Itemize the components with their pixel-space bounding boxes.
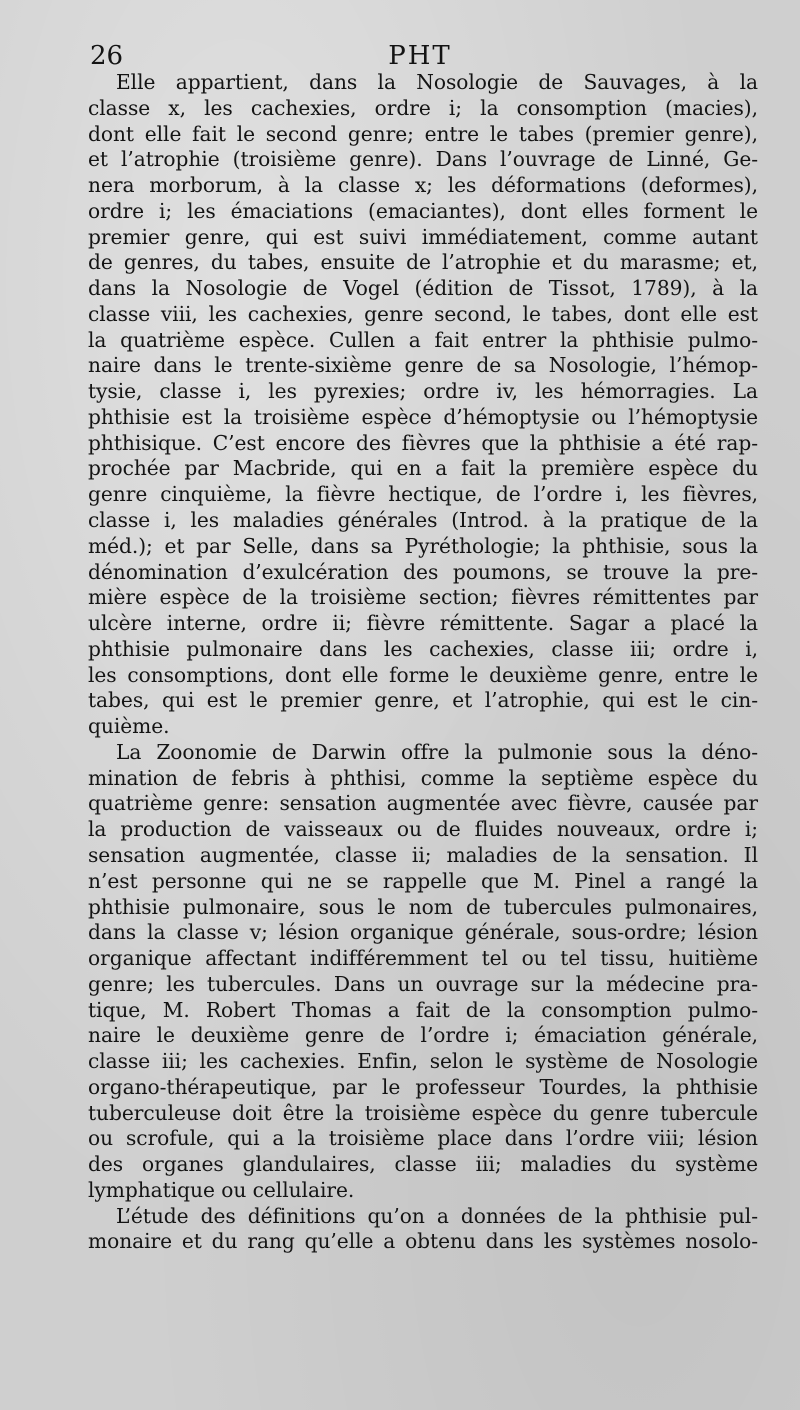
- text-line: classe x, les cachexies, ordre i; la consomption (macies),: [88, 95, 758, 120]
- text-line: naire dans le trente-sixième genre de sa Nosologie, l’hémop-: [88, 353, 758, 378]
- text-line: organique affectant indifféremment tel ou tel tissu, huitième: [88, 946, 758, 971]
- text-line: L’étude des définitions qu’on a données de la phthisie pul-: [116, 1203, 758, 1228]
- text-line: mière espèce de la troisième section; fièvres rémittentes par: [88, 585, 758, 610]
- text-line: dont elle fait le second genre; entre le tabes (premier genre),: [88, 121, 758, 146]
- text-line: phthisie est la troisième espèce d’hémoptysie ou l’hémoptysie: [88, 404, 758, 429]
- text-line: phthisie pulmonaire, sous le nom de tubercules pulmonaires,: [88, 894, 758, 919]
- text-line: tysie, classe i, les pyrexies; ordre iv, les hémorragies. La: [88, 379, 758, 404]
- text-line: dénomination d’exulcération des poumons, se trouve la pre-: [88, 559, 758, 584]
- text-line: phthisique. C’est encore des fièvres que la phthisie a été rap-: [88, 430, 758, 455]
- text-line: la production de vaisseaux ou de fluides nouveaux, ordre i;: [88, 817, 758, 842]
- text-line: mination de febris à phthisi, comme la septième espèce du: [88, 765, 758, 790]
- text-line: monaire et du rang qu’elle a obtenu dans les systèmes nosolo-: [88, 1229, 758, 1254]
- text-line: dans la classe v; lésion organique générale, sous-ordre; lésion: [88, 920, 758, 945]
- text-line: classe i, les maladies générales (Introd. à la pratique de la: [88, 508, 758, 533]
- text-line: genre; les tubercules. Dans un ouvrage sur la médecine pra-: [88, 971, 758, 996]
- text-line: les consomptions, dont elle forme le deuxième genre, entre le: [88, 662, 758, 687]
- text-line: ou scrofule, qui a la troisième place dans l’ordre viii; lésion: [88, 1126, 758, 1151]
- text-line: tique, M. Robert Thomas a fait de la consomption pulmo-: [88, 997, 758, 1022]
- text-line: tabes, qui est le premier genre, et l’atrophie, qui est le cin-: [88, 688, 758, 713]
- text-line: et l’atrophie (troisième genre). Dans l’ouvrage de Linné, Ge-: [88, 147, 758, 172]
- text-line: La Zoonomie de Darwin offre la pulmonie sous la déno-: [116, 739, 758, 764]
- text-line: premier genre, qui est suivi immédiatement, comme autant: [88, 224, 758, 249]
- text-line: la quatrième espèce. Cullen a fait entrer la phthisie pulmo-: [88, 327, 758, 352]
- text-line: n’est personne qui ne se rappelle que M. Pinel a rangé la: [88, 868, 758, 893]
- text-line: de genres, du tabes, ensuite de l’atrophie et du marasme; et,: [88, 250, 758, 275]
- text-line: des organes glandulaires, classe iii; maladies du système: [88, 1152, 758, 1177]
- running-head: PHT: [388, 41, 452, 71]
- text-line: quatrième genre: sensation augmentée avec fièvre, causée par: [88, 791, 758, 816]
- text-line: dans la Nosologie de Vogel (édition de Tissot, 1789), à la: [88, 276, 758, 301]
- text-line: classe iii; les cachexies. Enfin, selon le système de Nosologie: [88, 1049, 758, 1074]
- text-line: nera morborum, à la classe x; les déformations (deformes),: [88, 173, 758, 198]
- text-line: naire le deuxième genre de l’ordre i; émaciation générale,: [88, 1023, 758, 1048]
- text-line: ordre i; les émaciations (emaciantes), dont elles forment le: [88, 198, 758, 223]
- text-line: méd.); et par Selle, dans sa Pyréthologie; la phthisie, sous la: [88, 533, 758, 558]
- text-line: prochée par Macbride, qui en a fait la première espèce du: [88, 456, 758, 481]
- text-line: lymphatique ou cellulaire.: [88, 1177, 355, 1202]
- body-text: [88, 70, 758, 1255]
- text-line: tuberculeuse doit être la troisième espèce du genre tubercule: [88, 1100, 758, 1125]
- text-line: Elle appartient, dans la Nosologie de Sauvages, à la: [116, 70, 758, 94]
- text-line: genre cinquième, la fièvre hectique, de l’ordre i, les fièvres,: [88, 482, 758, 507]
- text-line: organo-thérapeutique, par le professeur Tourdes, la phthisie: [88, 1074, 758, 1099]
- text-line: sensation augmentée, classe ii; maladies de la sensation. Il: [88, 842, 758, 867]
- page-header: [90, 38, 750, 74]
- text-line: phthisie pulmonaire dans les cachexies, classe iii; ordre i,: [88, 636, 758, 661]
- text-line: quième.: [88, 714, 170, 739]
- text-line: ulcère interne, ordre ii; fièvre rémittente. Sagar a placé la: [88, 611, 758, 636]
- text-line: classe viii, les cachexies, genre second, le tabes, dont elle est: [88, 301, 758, 326]
- page-number: 26: [90, 41, 124, 71]
